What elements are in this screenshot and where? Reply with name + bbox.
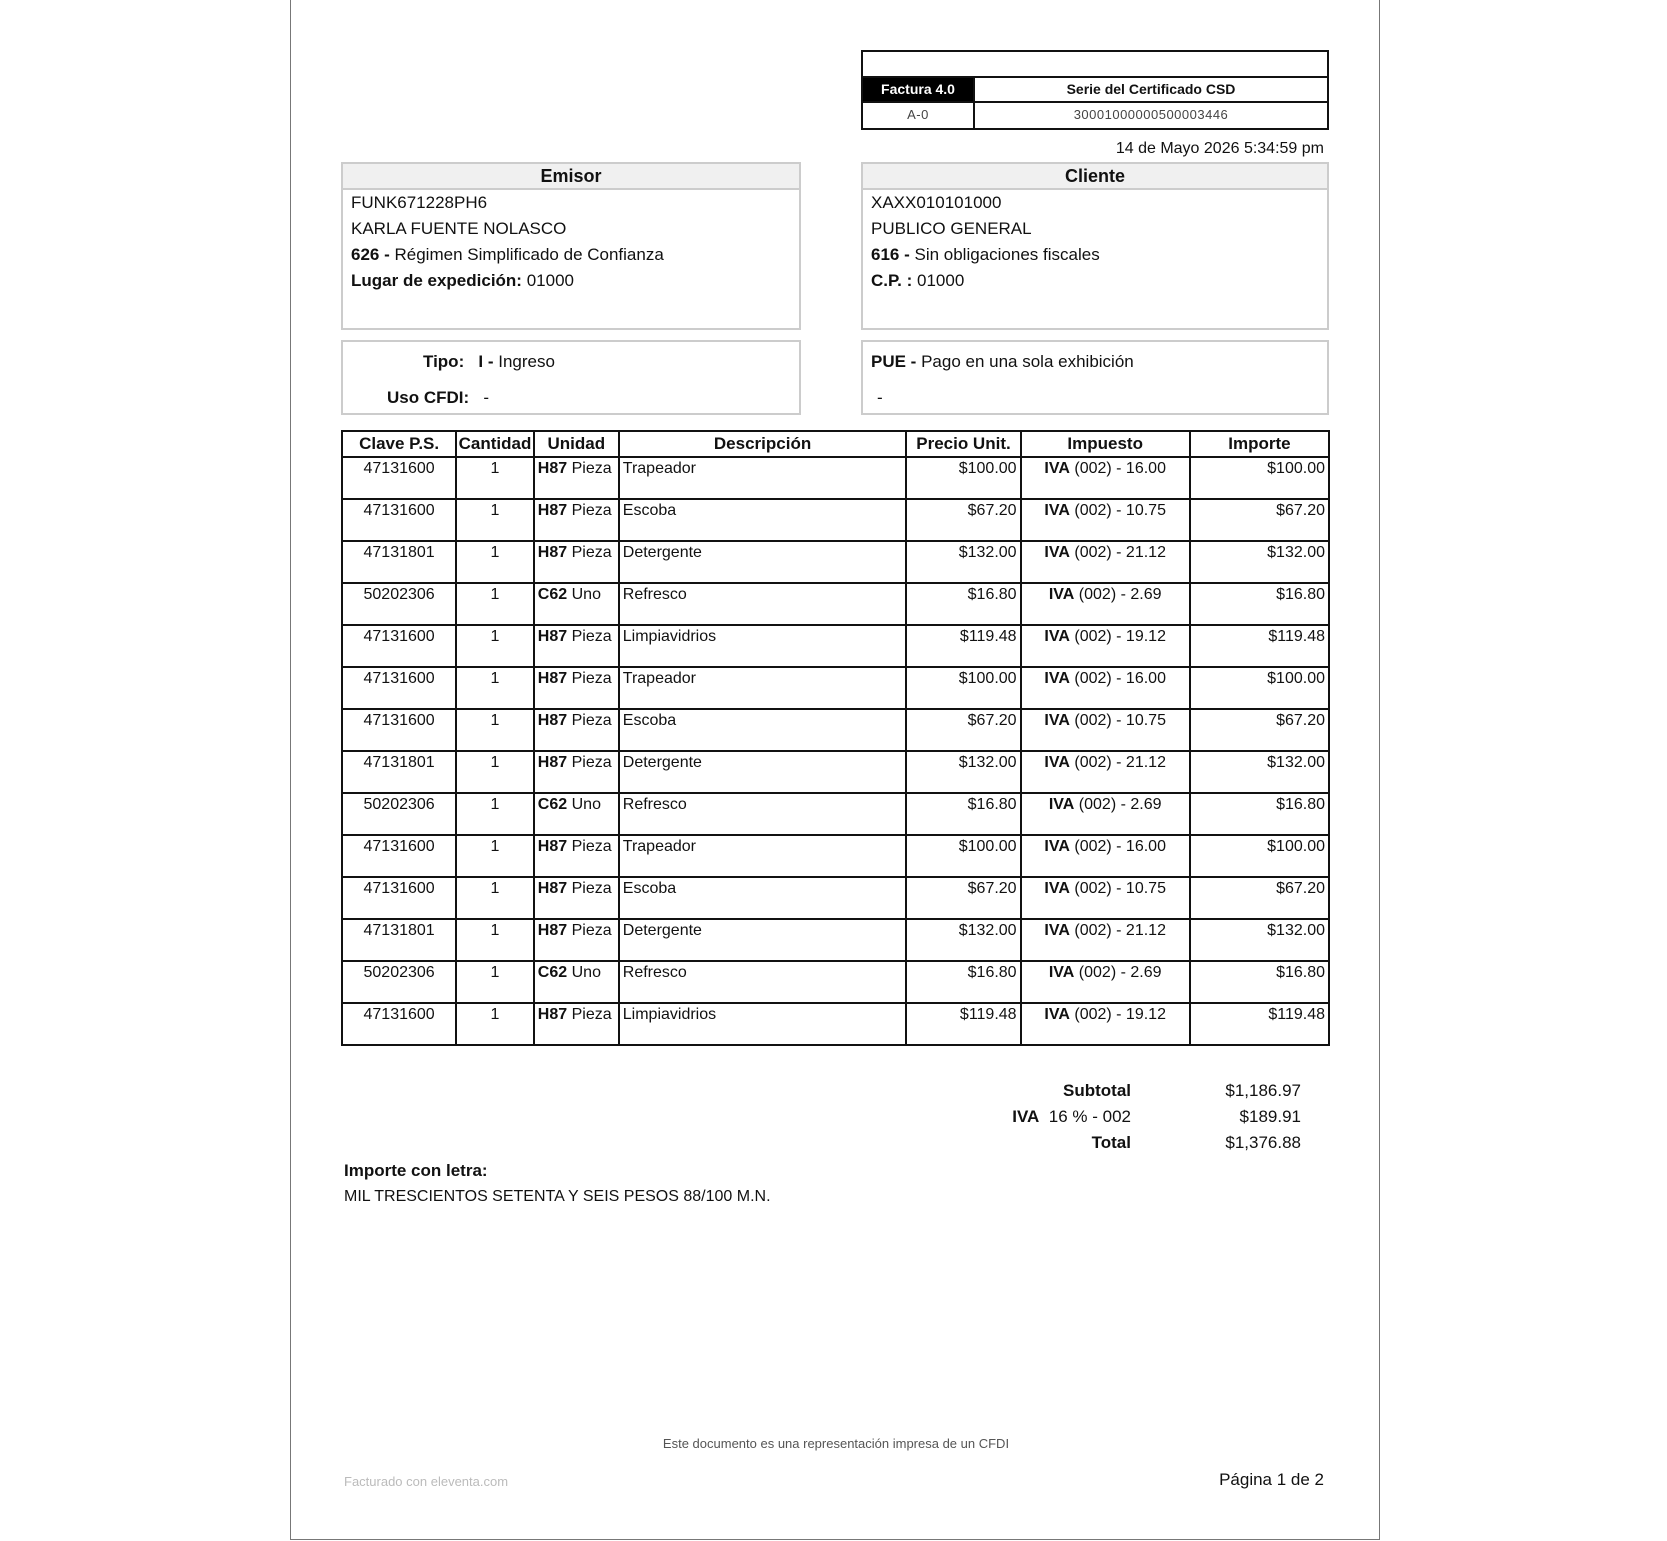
- cell-impuesto: [1021, 1003, 1190, 1045]
- cell-unidad: [534, 541, 619, 583]
- unit-code: H87: [537, 502, 568, 519]
- cell-cantidad: 1: [456, 667, 534, 709]
- cell-clave: 50202306: [342, 961, 456, 1003]
- col-header-descripcion: Descripción: [619, 431, 907, 457]
- cell-importe: $67.20: [1190, 499, 1329, 541]
- cliente-cp: [863, 268, 1327, 294]
- tipo-label: Tipo:: [423, 352, 465, 371]
- cell-descripcion: Refresco: [619, 793, 907, 835]
- table-row: [342, 541, 1329, 583]
- table-row: [342, 457, 1329, 499]
- importe-letra: [344, 1158, 771, 1210]
- cliente-title: Cliente: [863, 164, 1327, 190]
- iva-label-group: [991, 1104, 1131, 1130]
- cell-descripcion: Detergente: [619, 541, 907, 583]
- total-label: Total: [1091, 1133, 1131, 1152]
- tax-name: IVA: [1048, 964, 1075, 981]
- tax-name: IVA: [1044, 628, 1070, 645]
- emisor-box: [341, 162, 801, 330]
- tax-detail: (002) - 21.12: [1074, 544, 1166, 561]
- emisor-regimen: [343, 242, 799, 268]
- tax-name: IVA: [1044, 502, 1070, 519]
- items-table: [341, 430, 1330, 1046]
- tipo-box: [341, 340, 801, 415]
- cell-cantidad: 1: [456, 919, 534, 961]
- emisor-regimen-code: 626 -: [351, 245, 390, 264]
- iva-label: IVA: [1012, 1107, 1040, 1126]
- items-body: [342, 457, 1329, 1045]
- cell-cantidad: 1: [456, 625, 534, 667]
- uso-value: -: [483, 388, 490, 407]
- unit-name: Pieza: [571, 502, 612, 519]
- col-header-unidad: Unidad: [534, 431, 619, 457]
- cell-impuesto: [1021, 457, 1190, 499]
- cell-descripcion: Refresco: [619, 583, 907, 625]
- cell-unidad: [534, 1003, 619, 1045]
- table-row: [342, 709, 1329, 751]
- subtotal-value: $1,186.97: [1225, 1081, 1301, 1100]
- cell-importe: $119.48: [1190, 625, 1329, 667]
- uso-label: Uso CFDI:: [387, 388, 470, 407]
- cell-impuesto: [1021, 877, 1190, 919]
- cell-impuesto: [1021, 625, 1190, 667]
- cell-unidad: [534, 499, 619, 541]
- table-row: [342, 751, 1329, 793]
- tax-name: IVA: [1044, 922, 1070, 939]
- cell-cantidad: 1: [456, 541, 534, 583]
- cell-importe: $67.20: [1190, 709, 1329, 751]
- cell-precio: $67.20: [906, 499, 1020, 541]
- tax-detail: (002) - 21.12: [1074, 754, 1166, 771]
- unit-code: H87: [537, 1006, 568, 1023]
- serie-value: 30001000000500003446: [1073, 107, 1229, 122]
- table-row: [342, 919, 1329, 961]
- tax-detail: (002) - 2.69: [1078, 586, 1162, 603]
- cell-impuesto: [1021, 541, 1190, 583]
- tax-name: IVA: [1048, 796, 1075, 813]
- tax-detail: (002) - 16.00: [1074, 460, 1166, 477]
- cell-importe: $100.00: [1190, 457, 1329, 499]
- cell-impuesto: [1021, 793, 1190, 835]
- issue-date: 14 de Mayo 2026 5:34:59 pm: [1115, 140, 1324, 157]
- cell-impuesto: [1021, 709, 1190, 751]
- cell-importe: $16.80: [1190, 961, 1329, 1003]
- tax-name: IVA: [1044, 880, 1070, 897]
- tax-name: IVA: [1044, 460, 1070, 477]
- uso-line: [387, 388, 489, 408]
- cell-unidad: [534, 625, 619, 667]
- cell-cantidad: 1: [456, 583, 534, 625]
- cell-clave: 47131600: [342, 457, 456, 499]
- cell-cantidad: 1: [456, 877, 534, 919]
- cliente-regimen-text: Sin obligaciones fiscales: [914, 245, 1100, 264]
- invoice-page: [290, 0, 1380, 1540]
- cell-descripcion: Trapeador: [619, 835, 907, 877]
- cell-precio: $132.00: [906, 751, 1020, 793]
- cell-unidad: [534, 709, 619, 751]
- iva-rate: 16 % - 002: [1048, 1107, 1131, 1126]
- table-row: [342, 1003, 1329, 1045]
- serie-label: Serie del Certificado CSD: [1066, 81, 1236, 97]
- cell-precio: $119.48: [906, 625, 1020, 667]
- cell-precio: $67.20: [906, 709, 1020, 751]
- cell-importe: $67.20: [1190, 877, 1329, 919]
- tax-detail: (002) - 2.69: [1078, 964, 1162, 981]
- cell-impuesto: [1021, 751, 1190, 793]
- cell-unidad: [534, 793, 619, 835]
- unit-name: Pieza: [571, 1006, 612, 1023]
- tipo-text: Ingreso: [498, 352, 555, 371]
- table-row: [342, 625, 1329, 667]
- unit-code: H87: [537, 544, 568, 561]
- cell-impuesto: [1021, 835, 1190, 877]
- cell-cantidad: 1: [456, 709, 534, 751]
- cell-impuesto: [1021, 583, 1190, 625]
- cell-precio: $67.20: [906, 877, 1020, 919]
- cell-descripcion: Detergente: [619, 919, 907, 961]
- emisor-title: Emisor: [343, 164, 799, 190]
- pago-line2: -: [877, 388, 883, 407]
- cell-precio: $16.80: [906, 793, 1020, 835]
- brand-note: Facturado con eleventa.com: [344, 1474, 509, 1489]
- cell-cantidad: 1: [456, 751, 534, 793]
- unit-code: H87: [537, 838, 568, 855]
- total-value: $1,376.88: [1225, 1133, 1301, 1152]
- unit-name: Pieza: [571, 544, 612, 561]
- cell-unidad: [534, 667, 619, 709]
- cell-cantidad: 1: [456, 835, 534, 877]
- cell-precio: $16.80: [906, 961, 1020, 1003]
- tax-name: IVA: [1044, 670, 1070, 687]
- unit-name: Uno: [571, 586, 601, 603]
- cell-descripcion: Refresco: [619, 961, 907, 1003]
- cp-label: C.P. :: [871, 271, 913, 290]
- cell-impuesto: [1021, 961, 1190, 1003]
- factura-label: Factura 4.0: [863, 78, 975, 101]
- cell-importe: $132.00: [1190, 919, 1329, 961]
- table-row: [342, 667, 1329, 709]
- cell-cantidad: 1: [456, 793, 534, 835]
- cell-precio: $100.00: [906, 667, 1020, 709]
- table-row: [342, 961, 1329, 1003]
- cell-importe: $100.00: [1190, 835, 1329, 877]
- cell-precio: $132.00: [906, 541, 1020, 583]
- cell-descripcion: Escoba: [619, 499, 907, 541]
- cell-descripcion: Detergente: [619, 751, 907, 793]
- pago-line: [871, 352, 1134, 372]
- page-number: Página 1 de 2: [1219, 1470, 1324, 1489]
- cliente-regimen: [863, 242, 1327, 268]
- table-row: [342, 583, 1329, 625]
- unit-code: H87: [537, 712, 568, 729]
- tipo-line: [423, 352, 555, 372]
- unit-code: H87: [537, 922, 568, 939]
- cell-impuesto: [1021, 919, 1190, 961]
- cell-cantidad: 1: [456, 457, 534, 499]
- tax-name: IVA: [1044, 754, 1070, 771]
- cp-value: 01000: [917, 271, 965, 290]
- unit-code: C62: [537, 586, 568, 603]
- iva-row: [991, 1104, 1329, 1130]
- unit-name: Pieza: [571, 838, 612, 855]
- certificate-top-bar: [863, 52, 1327, 78]
- cliente-box: [861, 162, 1329, 330]
- emisor-name: KARLA FUENTE NOLASCO: [351, 219, 567, 238]
- folio-value: A-0: [863, 103, 975, 128]
- tax-detail: (002) - 16.00: [1074, 670, 1166, 687]
- col-header-clave: Clave P.S.: [342, 431, 456, 457]
- cliente-rfc: XAXX010101000: [871, 193, 1002, 212]
- pago-text: Pago en una sola exhibición: [921, 352, 1134, 371]
- unit-code: H87: [537, 628, 568, 645]
- table-header-row: [342, 431, 1329, 457]
- certificate-box: [861, 50, 1329, 130]
- cell-cantidad: 1: [456, 499, 534, 541]
- col-header-importe: Importe: [1190, 431, 1329, 457]
- iva-value: $189.91: [1239, 1107, 1301, 1126]
- lugar-value: 01000: [526, 271, 574, 290]
- tax-name: IVA: [1044, 712, 1070, 729]
- cell-clave: 47131600: [342, 709, 456, 751]
- cell-impuesto: [1021, 667, 1190, 709]
- unit-code: C62: [537, 796, 568, 813]
- cell-descripcion: Limpiavidrios: [619, 625, 907, 667]
- subtotal-label: Subtotal: [1063, 1081, 1131, 1100]
- cell-descripcion: Trapeador: [619, 457, 907, 499]
- tax-detail: (002) - 10.75: [1074, 502, 1166, 519]
- cell-cantidad: 1: [456, 961, 534, 1003]
- tax-detail: (002) - 21.12: [1074, 922, 1166, 939]
- unit-name: Pieza: [571, 628, 612, 645]
- cell-unidad: [534, 751, 619, 793]
- cell-unidad: [534, 961, 619, 1003]
- cfdi-note: Este documento es una representación impresa de un CFDI: [662, 1436, 1010, 1451]
- emisor-regimen-text: Régimen Simplificado de Confianza: [394, 245, 664, 264]
- cell-importe: $100.00: [1190, 667, 1329, 709]
- tax-detail: (002) - 19.12: [1074, 628, 1166, 645]
- cell-cantidad: 1: [456, 1003, 534, 1045]
- tax-name: IVA: [1048, 586, 1075, 603]
- col-header-cantidad: Cantidad: [456, 431, 534, 457]
- emisor-rfc: FUNK671228PH6: [351, 193, 488, 212]
- unit-name: Pieza: [571, 922, 612, 939]
- cell-importe: $132.00: [1190, 541, 1329, 583]
- table-row: [342, 793, 1329, 835]
- pago-box: [861, 340, 1329, 415]
- cell-precio: $100.00: [906, 835, 1020, 877]
- table-row: [342, 835, 1329, 877]
- cell-clave: 47131600: [342, 835, 456, 877]
- unit-code: H87: [537, 460, 568, 477]
- table-row: [342, 877, 1329, 919]
- tax-detail: (002) - 10.75: [1074, 712, 1166, 729]
- cell-clave: 47131801: [342, 541, 456, 583]
- letra-value: MIL TRESCIENTOS SETENTA Y SEIS PESOS 88/100 M.N.: [344, 1188, 771, 1205]
- cell-precio: $119.48: [906, 1003, 1020, 1045]
- cell-clave: 47131600: [342, 877, 456, 919]
- cell-precio: $100.00: [906, 457, 1020, 499]
- unit-code: C62: [537, 964, 568, 981]
- cell-clave: 47131600: [342, 499, 456, 541]
- cell-clave: 50202306: [342, 583, 456, 625]
- cliente-name: PUBLICO GENERAL: [871, 219, 1032, 238]
- cell-precio: $16.80: [906, 583, 1020, 625]
- unit-code: H87: [537, 670, 568, 687]
- cell-clave: 50202306: [342, 793, 456, 835]
- unit-name: Pieza: [571, 460, 612, 477]
- cell-clave: 47131801: [342, 751, 456, 793]
- unit-name: Pieza: [571, 754, 612, 771]
- cell-precio: $132.00: [906, 919, 1020, 961]
- tax-detail: (002) - 10.75: [1074, 880, 1166, 897]
- unit-name: Pieza: [571, 670, 612, 687]
- cell-importe: $16.80: [1190, 583, 1329, 625]
- tax-detail: (002) - 19.12: [1074, 1006, 1166, 1023]
- lugar-label: Lugar de expedición:: [351, 271, 522, 290]
- tax-name: IVA: [1044, 544, 1070, 561]
- unit-name: Uno: [571, 964, 601, 981]
- letra-title: Importe con letra:: [344, 1161, 488, 1180]
- pago-code: PUE -: [871, 352, 917, 371]
- cell-descripcion: Escoba: [619, 877, 907, 919]
- cell-importe: $16.80: [1190, 793, 1329, 835]
- cell-clave: 47131600: [342, 1003, 456, 1045]
- total-row: [991, 1130, 1329, 1156]
- unit-name: Pieza: [571, 880, 612, 897]
- table-row: [342, 499, 1329, 541]
- cell-clave: 47131801: [342, 919, 456, 961]
- tax-detail: (002) - 16.00: [1074, 838, 1166, 855]
- cliente-regimen-code: 616 -: [871, 245, 910, 264]
- unit-code: H87: [537, 880, 568, 897]
- cell-unidad: [534, 835, 619, 877]
- cell-unidad: [534, 583, 619, 625]
- col-header-impuesto: Impuesto: [1021, 431, 1190, 457]
- cell-descripcion: Trapeador: [619, 667, 907, 709]
- cell-unidad: [534, 877, 619, 919]
- tax-name: IVA: [1044, 1006, 1070, 1023]
- cell-descripcion: Escoba: [619, 709, 907, 751]
- col-header-precio: Precio Unit.: [906, 431, 1020, 457]
- tipo-code: I -: [478, 352, 494, 371]
- unit-name: Pieza: [571, 712, 612, 729]
- cell-impuesto: [1021, 499, 1190, 541]
- unit-code: H87: [537, 754, 568, 771]
- cell-unidad: [534, 919, 619, 961]
- cell-unidad: [534, 457, 619, 499]
- tax-name: IVA: [1044, 838, 1070, 855]
- cell-clave: 47131600: [342, 667, 456, 709]
- cell-importe: $119.48: [1190, 1003, 1329, 1045]
- emisor-lugar: [343, 268, 799, 294]
- tax-detail: (002) - 2.69: [1078, 796, 1162, 813]
- totals-block: [991, 1078, 1329, 1156]
- subtotal-row: [991, 1078, 1329, 1104]
- unit-name: Uno: [571, 796, 601, 813]
- cell-importe: $132.00: [1190, 751, 1329, 793]
- cell-clave: 47131600: [342, 625, 456, 667]
- cell-descripcion: Limpiavidrios: [619, 1003, 907, 1045]
